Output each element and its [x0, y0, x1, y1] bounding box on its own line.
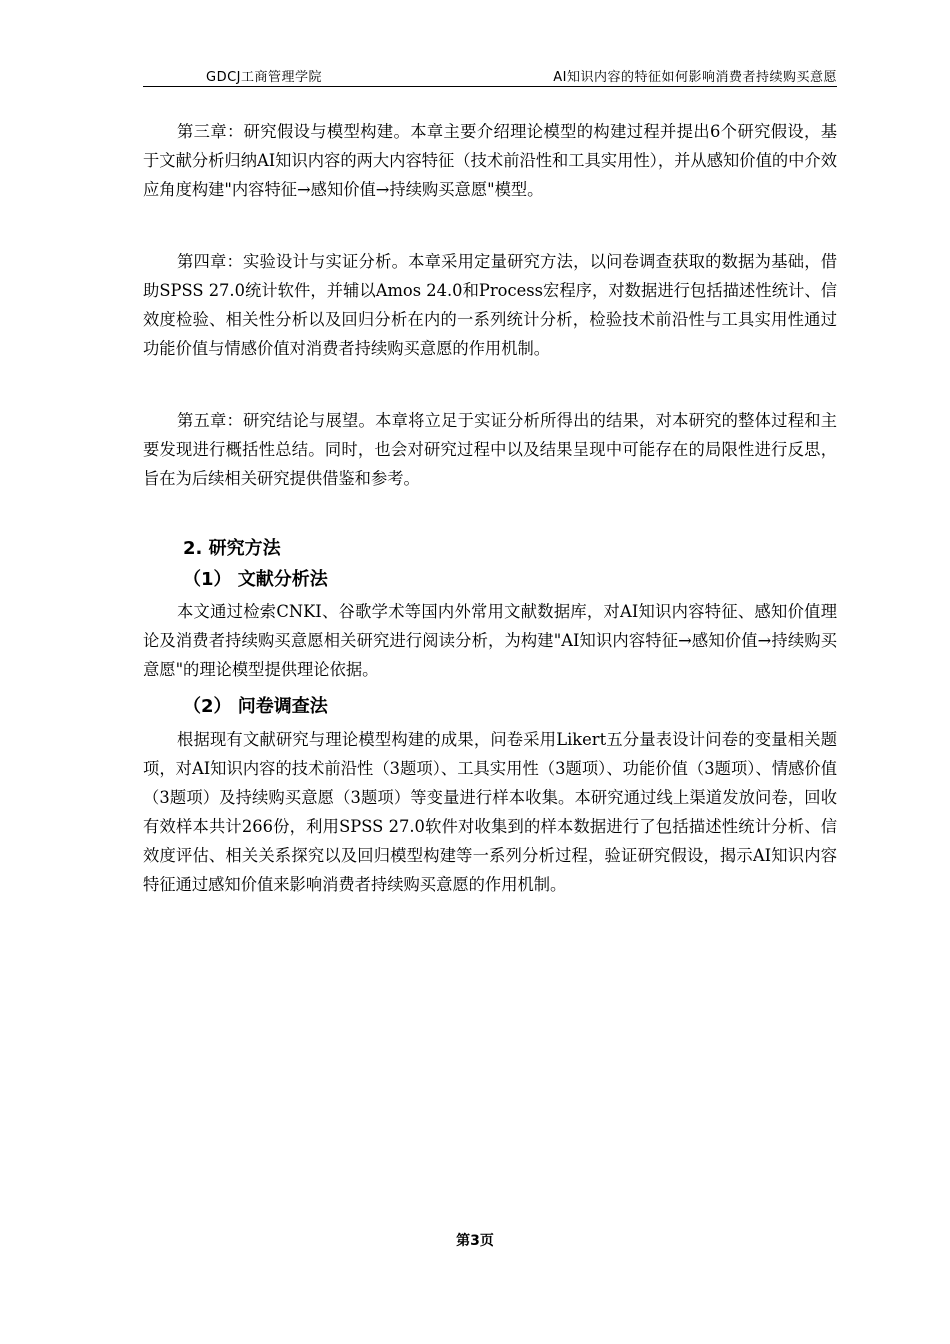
page-header	[143, 66, 837, 87]
paragraph-survey-method: 根据现有文献研究与理论模型构建的成果，问卷采用Likert五分量表设计问卷的变量相关题项，对AI知识内容的技术前沿性（3题项）、工具实用性（3题项）、功能价值（3题项）、情感价值（3题项）及持续购买意愿（3题项）等变量进行样本收集。本研究通过线上渠道发放问卷，回收有效样本共计266份，利用SPSS 27.0软件对收集到的样本数据进行了包括描述性统计分析、信效度评估、相关关系探究以及回归模型构建等一系列分析过程，验证研究假设，揭示AI知识内容特征通过感知价值来影响消费者持续购买意愿的作用机制。	[143, 730, 837, 894]
paragraph-chapter-4: 第四章：实验设计与实证分析。本章采用定量研究方法，以问卷调查获取的数据为基础，借助SPSS 27.0统计软件，并辅以Amos 24.0和Process宏程序，对数据进行包括描述性统计、信效度检验、相关性分析以及回归分析在内的一系列统计分析，检验技术前沿性与工具实用性通过功能价值与情感价值对消费者持续购买意愿的作用机制。	[143, 252, 837, 358]
paragraph-chapter-5: 第五章：研究结论与展望。本章将立足于实证分析所得出的结果，对本研究的整体过程和主要发现进行概括性总结。同时，也会对研究过程中以及结果呈现中可能存在的局限性进行反思，旨在为后续相关研究提供借鉴和参考。	[143, 411, 837, 488]
paragraph-chapter-3: 第三章：研究假设与模型构建。本章主要介绍理论模型的构建过程并提出6个研究假设，基于文献分析归纳AI知识内容的两大内容特征（技术前沿性和工具实用性），并从感知价值的中介效应角度构建"内容特征→感知价值→持续购买意愿"模型。	[143, 122, 837, 199]
section-heading-research-methods: 2. 研究方法	[183, 538, 281, 559]
header-school-name: GDCJ工商管理学院	[206, 70, 322, 85]
page-number: 第3页	[456, 1233, 494, 1249]
header-paper-title: AI知识内容的特征如何影响消费者持续购买意愿	[553, 70, 837, 85]
subsection-heading-survey: （2） 问卷调查法	[183, 696, 328, 717]
subsection-heading-literature-analysis: （1） 文献分析法	[183, 569, 328, 590]
paragraph-literature-analysis: 本文通过检索CNKI、谷歌学术等国内外常用文献数据库，对AI知识内容特征、感知价值理论及消费者持续购买意愿相关研究进行阅读分析，为构建"AI知识内容特征→感知价值→持续购买意愿"的理论模型提供理论依据。	[143, 602, 837, 679]
